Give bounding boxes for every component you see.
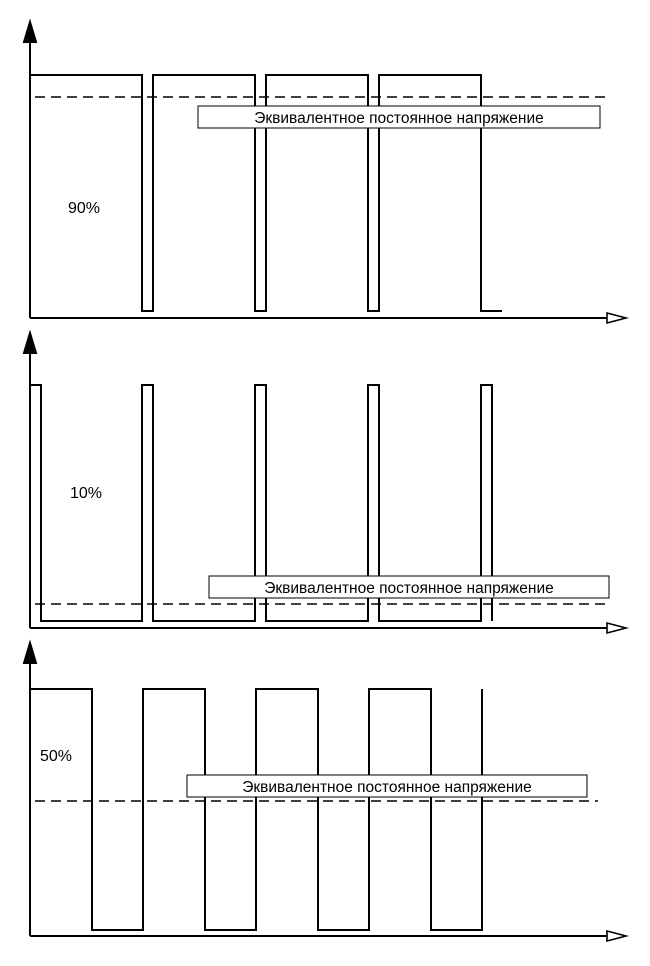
- pwm-waveform: [30, 689, 482, 930]
- panel-10: [24, 333, 626, 633]
- panel-50: [24, 643, 626, 941]
- y-axis-arrow-icon: [24, 333, 36, 353]
- duty-cycle-label: 90%: [68, 200, 101, 217]
- duty-cycle-label: 10%: [70, 485, 103, 502]
- x-axis-arrow-icon: [607, 623, 626, 633]
- y-axis-arrow-icon: [24, 22, 36, 42]
- equivalent-label-box: [187, 775, 587, 797]
- duty-cycle-label: 50%: [40, 748, 73, 765]
- equivalent-label: Эквивалентное постоянное напряжение: [254, 110, 544, 127]
- equivalent-label: Эквивалентное постоянное напряжение: [264, 580, 554, 597]
- x-axis-arrow-icon: [607, 313, 626, 323]
- panel-90: [24, 22, 626, 323]
- x-axis-arrow-icon: [607, 931, 626, 941]
- equivalent-label: Эквивалентное постоянное напряжение: [242, 779, 532, 796]
- equivalent-label-box: [209, 576, 609, 598]
- y-axis-arrow-icon: [24, 643, 36, 663]
- equivalent-label-box: [198, 106, 600, 128]
